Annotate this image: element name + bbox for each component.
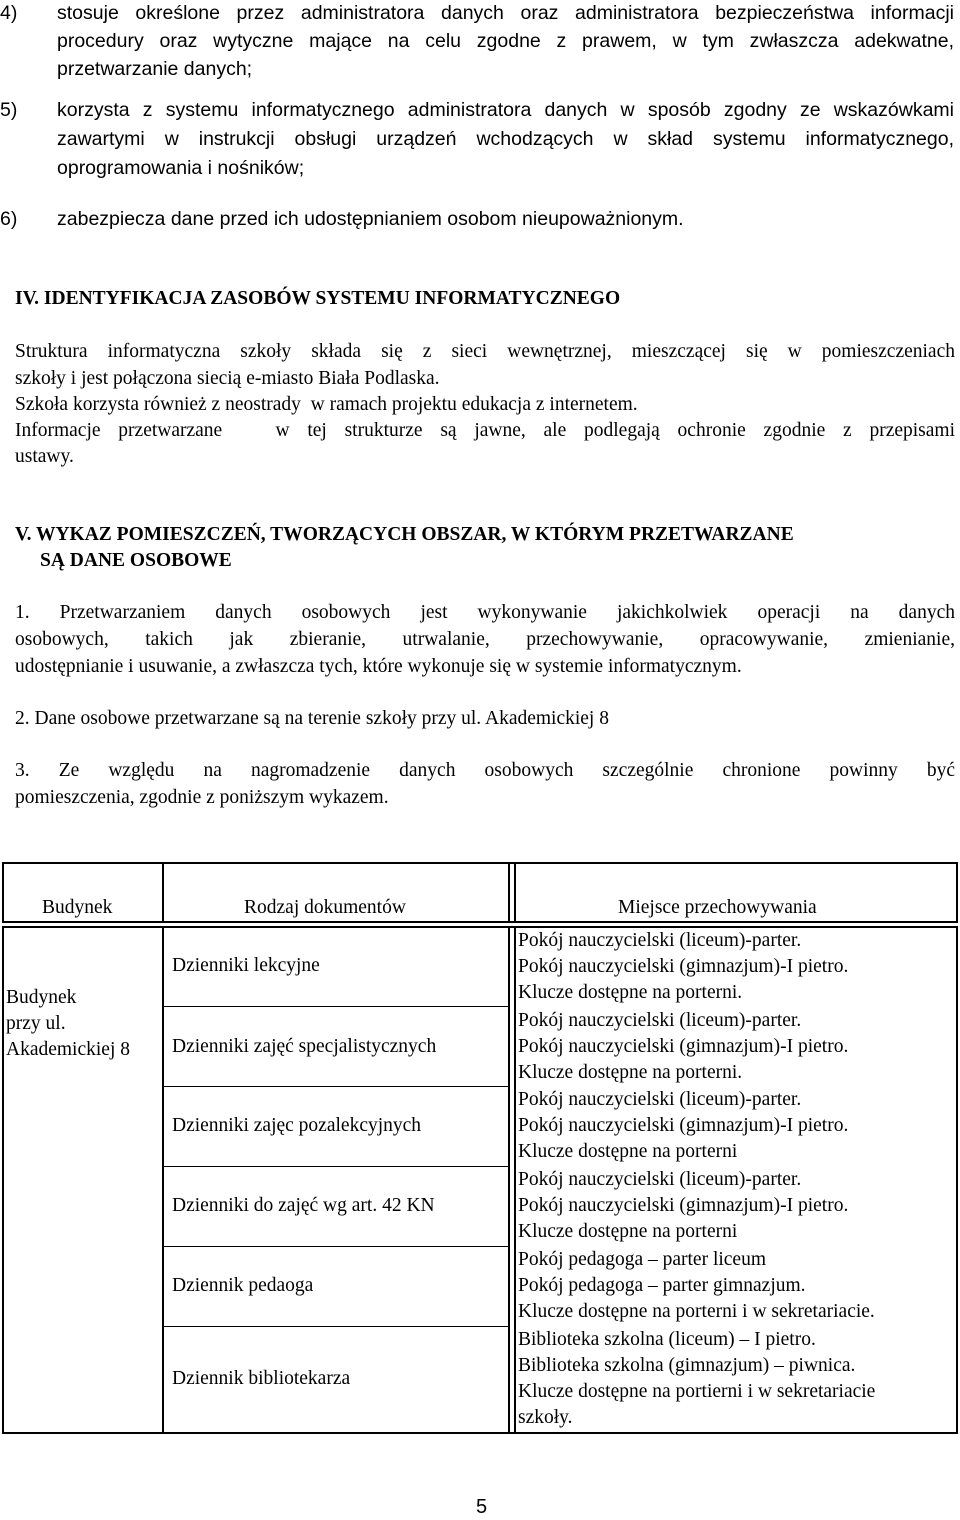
list-number: 4) [0,2,18,24]
building-cell: przy ul. [6,1013,66,1034]
list-text-line: procedury oraz wytyczne mające na celu zgodne z prawem, w tym zwłaszcza adekwatne, [57,30,954,52]
table-border [2,862,958,864]
row-divider [164,1166,508,1167]
table-border [2,926,4,1434]
location-line: Pokój nauczycielski (liceum)-parter. [518,930,802,951]
location-line: Klucze dostępne na porterni i w sekretariacie. [518,1301,875,1322]
section-heading: V. WYKAZ POMIESZCZEŃ, TWORZĄCYCH OBSZAR, W KTÓRYM PRZETWARZANE [15,524,794,545]
location-line: Biblioteka szkolna (gimnazjum) – piwnica. [518,1355,856,1376]
table-border [2,926,958,928]
location-line: Pokój nauczycielski (liceum)-parter. [518,1169,802,1190]
location-line: Pokój nauczycielski (gimnazjum)-I pietro. [518,956,849,977]
location-line: szkoły. [518,1407,573,1428]
list-text-line: przetwarzanie danych; [57,58,253,80]
table-border [2,862,4,923]
paragraph-line: Szkoła korzysta również z neostrady w ramach projektu edukacja z internetem. [15,394,638,415]
location-line: Pokój nauczycielski (liceum)-parter. [518,1089,802,1110]
list-number: 6) [0,208,18,230]
location-line: Pokój pedagoga – parter gimnazjum. [518,1275,806,1296]
row-divider [164,1326,508,1327]
location-line: Klucze dostępne na porterni [518,1141,738,1162]
document-cell: Dzienniki lekcyjne [172,955,320,976]
row-divider [164,1006,508,1007]
paragraph-line: Informacje przetwarzane w tej strukturze są jawne, ale podlegają ochronie zgodnie z przepisami [15,420,955,441]
table-border [162,862,164,923]
table-border [2,921,958,923]
paragraph-line: 3. Ze względu na nagromadzenie danych osobowych szczególnie chronione powinny być [15,760,955,781]
section-heading: IV. IDENTYFIKACJA ZASOBÓW SYSTEMU INFORMATYCZNEGO [15,288,621,309]
list-text-line: zawartymi w instrukcji obsługi urządzeń wchodzących w skład systemu informatycznego, [57,128,954,150]
row-divider [164,1086,508,1087]
location-line: Pokój nauczycielski (liceum)-parter. [518,1010,802,1031]
table-border [2,1432,958,1434]
table-header-documents: Rodzaj dokumentów [244,897,406,918]
list-text-line: korzysta z systemu informatycznego administratora danych w sposób zgodny ze wskazówkami [57,99,954,121]
paragraph-line: pomieszczenia, zgodnie z poniższym wykazem. [15,787,389,808]
list-text-line: oprogramowania i nośników; [57,157,305,179]
page-number: 5 [476,1496,488,1518]
table-header-building: Budynek [42,897,113,918]
location-line: Biblioteka szkolna (liceum) – I pietro. [518,1329,816,1350]
document-cell: Dziennik pedaoga [172,1275,314,1296]
document-cell: Dzienniki do zajęć wg art. 42 KN [172,1195,435,1216]
paragraph-line: osobowych, takich jak zbieranie, utrwalanie, przechowywanie, opracowywanie, zmienianie, [15,629,955,650]
paragraph-line: 2. Dane osobowe przetwarzane są na terenie szkoły przy ul. Akademickiej 8 [15,708,609,729]
document-cell: Dzienniki zajęć specjalistycznych [172,1036,437,1057]
paragraph-line: szkoły i jest połączona siecią e-miasto Biała Podlaska. [15,368,440,389]
document-cell: Dziennik bibliotekarza [172,1368,351,1389]
paragraph-line: ustawy. [15,446,74,467]
list-text-line: stosuje określone przez administratora danych oraz administratora bezpieczeństwa informacji [57,2,954,24]
location-line: Pokój nauczycielski (gimnazjum)-I pietro. [518,1115,849,1136]
location-line: Klucze dostępne na portierni i w sekretariacie [518,1381,876,1402]
location-line: Pokój pedagoga – parter liceum [518,1249,767,1270]
list-text-line: zabezpiecza dane przed ich udostępnianiem osobom nieupoważnionym. [57,208,684,230]
building-cell: Akademickiej 8 [6,1039,130,1060]
paragraph-line: Struktura informatyczna szkoły składa się z sieci wewnętrznej, mieszczącej się w pomieszczeniach [15,341,955,362]
table-border [956,926,958,1434]
table-border [514,862,516,923]
table-border [956,862,958,923]
paragraph-line: 1. Przetwarzaniem danych osobowych jest wykonywanie jakichkolwiek operacji na danych [15,602,955,623]
document-cell: Dzienniki zajęc pozalekcyjnych [172,1115,422,1136]
location-line: Klucze dostępne na porterni. [518,1062,743,1083]
table-border [162,926,164,1434]
row-divider [164,1246,508,1247]
table-border [508,862,510,923]
building-cell: Budynek [6,987,77,1008]
location-line: Pokój nauczycielski (gimnazjum)-I pietro. [518,1195,849,1216]
table-border [508,926,510,1434]
table-border [514,926,516,1434]
section-heading-continued: SĄ DANE OSOBOWE [40,550,232,571]
paragraph-line: udostępnianie i usuwanie, a zwłaszcza tych, które wykonuje się w systemie informatycznym. [15,656,742,677]
location-line: Klucze dostępne na porterni [518,1221,738,1242]
list-number: 5) [0,99,18,121]
table-header-location: Miejsce przechowywania [618,897,817,918]
location-line: Klucze dostępne na porterni. [518,982,743,1003]
location-line: Pokój nauczycielski (gimnazjum)-I pietro. [518,1036,849,1057]
